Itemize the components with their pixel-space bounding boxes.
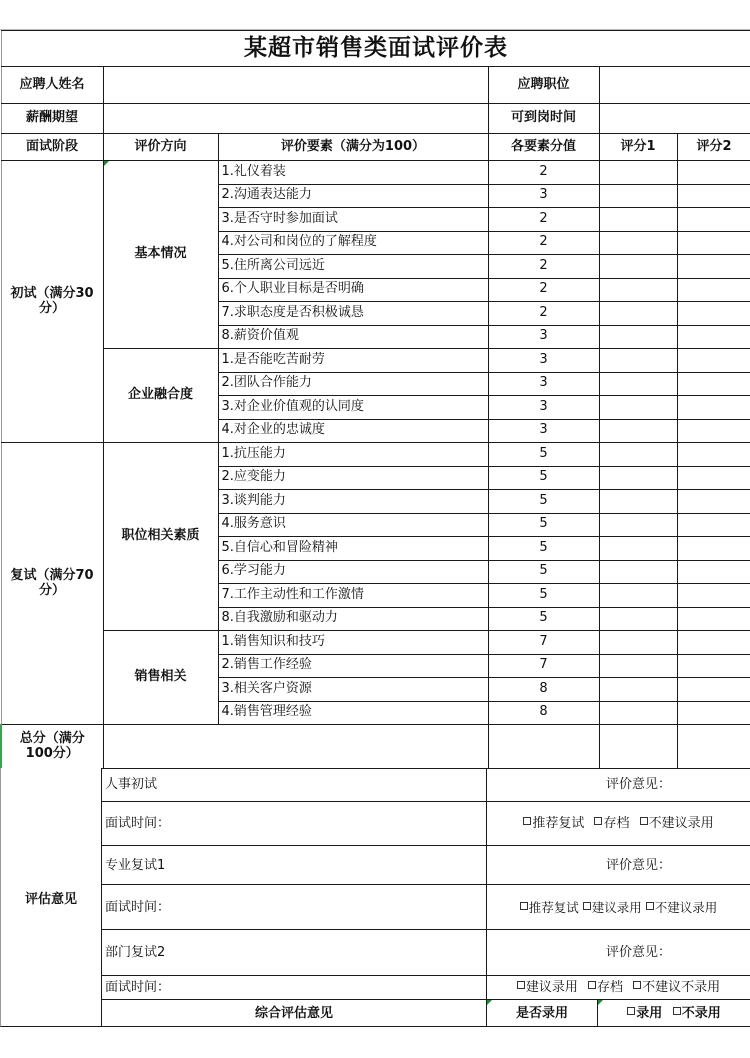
round-pro-time[interactable] <box>102 885 487 930</box>
option-checkbox[interactable]: 不建议不录用 <box>633 980 720 995</box>
round-pro-name-cell <box>102 846 487 885</box>
score2-cell[interactable] <box>677 701 750 725</box>
applicant-name-label: 应聘人姓名 <box>1 67 103 104</box>
score2-cell[interactable] <box>677 443 750 467</box>
time-label: 面试时间： <box>105 900 171 915</box>
score2-cell[interactable] <box>677 231 750 255</box>
score2-cell[interactable] <box>677 607 750 631</box>
checkbox-icon <box>520 902 528 910</box>
score2-cell[interactable] <box>677 678 750 702</box>
element-text: 1.是否能吃苦耐劳 <box>218 349 488 373</box>
score1-cell[interactable] <box>599 278 677 302</box>
element-value: 2 <box>488 278 599 302</box>
element-value: 3 <box>488 396 599 420</box>
score2-cell[interactable] <box>677 654 750 678</box>
stage-initial-label: 初试（满分30分） <box>1 161 103 443</box>
header-value: 各要素分值 <box>488 134 599 161</box>
element-value: 5 <box>488 560 599 584</box>
round-name: 人事初试 <box>105 777 158 792</box>
header-element: 评价要素（满分为100） <box>218 134 488 161</box>
checkbox-icon <box>517 981 525 989</box>
element-text: 5.住所离公司远近 <box>218 255 488 279</box>
table-row <box>1 349 750 373</box>
score1-cell[interactable] <box>599 701 677 725</box>
score2-cell[interactable] <box>677 396 750 420</box>
element-value: 3 <box>488 419 599 443</box>
element-text: 5.自信心和冒险精神 <box>218 537 488 561</box>
score2-cell[interactable] <box>677 255 750 279</box>
applied-position-field[interactable] <box>599 67 750 104</box>
round-hr-initial-name-cell <box>102 768 487 802</box>
option-checkbox[interactable]: 建议录用 <box>583 900 642 915</box>
score2-cell[interactable] <box>677 302 750 326</box>
header-direction: 评价方向 <box>103 134 218 161</box>
score2-cell[interactable] <box>677 161 750 185</box>
option-checkbox[interactable]: 不建议录用 <box>646 900 718 915</box>
element-value: 3 <box>488 349 599 373</box>
checkbox-icon <box>523 817 531 825</box>
score1-cell[interactable] <box>599 537 677 561</box>
score2-cell[interactable] <box>677 490 750 514</box>
round-name: 部门复试2 <box>105 945 166 960</box>
evaluation-label-cell <box>0 768 102 1027</box>
total-score1-cell[interactable] <box>599 725 677 769</box>
opinion-label: 评价意见： <box>605 945 671 960</box>
round-pro-opinion[interactable] <box>487 846 750 885</box>
score1-cell[interactable] <box>599 443 677 467</box>
score1-cell[interactable] <box>599 631 677 655</box>
score1-cell[interactable] <box>599 349 677 373</box>
element-value: 3 <box>488 184 599 208</box>
element-text: 1.礼仪着装 <box>218 161 488 185</box>
evaluation-label: 评估意见 <box>24 891 77 907</box>
round-dept-name-cell <box>102 930 487 976</box>
score2-cell[interactable] <box>677 184 750 208</box>
element-text: 7.工作主动性和工作激情 <box>218 584 488 608</box>
element-text: 3.是否守时参加面试 <box>218 208 488 232</box>
element-value: 8 <box>488 678 599 702</box>
score2-cell[interactable] <box>677 208 750 232</box>
available-date-label: 可到岗时间 <box>488 104 599 134</box>
evaluation-table <box>0 30 750 769</box>
table-row <box>1 443 750 467</box>
score1-cell[interactable] <box>599 231 677 255</box>
available-date-field[interactable] <box>599 104 750 134</box>
header-score1: 评分1 <box>599 134 677 161</box>
score2-cell[interactable] <box>677 537 750 561</box>
element-value: 2 <box>488 302 599 326</box>
option-checkbox[interactable]: 建议录用 <box>517 980 578 995</box>
score2-cell[interactable] <box>677 631 750 655</box>
element-value: 5 <box>488 466 599 490</box>
round-dept-options <box>487 976 750 1000</box>
time-label: 面试时间： <box>105 816 171 831</box>
element-text: 7.求职态度是否积极诚恳 <box>218 302 488 326</box>
element-value: 5 <box>488 490 599 514</box>
element-value: 2 <box>488 231 599 255</box>
direction-sales-related: 销售相关 <box>103 631 218 725</box>
element-text: 4.对企业的忠诚度 <box>218 419 488 443</box>
option-checkbox[interactable]: 存档 <box>594 816 629 831</box>
score1-cell[interactable] <box>599 607 677 631</box>
element-text: 3.相关客户资源 <box>218 678 488 702</box>
score1-cell[interactable] <box>599 208 677 232</box>
hire-decision-label-cell <box>487 1000 598 1027</box>
applied-position-label: 应聘职位 <box>488 67 599 104</box>
checkbox-icon <box>594 817 602 825</box>
element-text: 2.团队合作能力 <box>218 372 488 396</box>
score2-cell[interactable] <box>677 419 750 443</box>
round-dept-opinion[interactable] <box>487 930 750 976</box>
header-stage: 面试阶段 <box>1 134 103 161</box>
expected-salary-field[interactable] <box>103 104 488 134</box>
element-value: 5 <box>488 584 599 608</box>
score1-cell[interactable] <box>599 678 677 702</box>
stage-second-label: 复试（满分70分） <box>1 443 103 725</box>
expected-salary-label: 薪酬期望 <box>1 104 103 134</box>
interview-evaluation-sheet <box>0 30 750 769</box>
hire-decision-options <box>598 1000 750 1027</box>
hire-option[interactable]: 录用 <box>627 1006 662 1021</box>
score1-cell[interactable] <box>599 372 677 396</box>
element-text: 6.个人职业目标是否明确 <box>218 278 488 302</box>
element-value: 7 <box>488 654 599 678</box>
element-text: 8.薪资价值观 <box>218 325 488 349</box>
round-name: 专业复试1 <box>105 858 166 873</box>
element-text: 2.销售工作经验 <box>218 654 488 678</box>
total-blank <box>103 725 488 769</box>
table-row <box>1 631 750 655</box>
page-title: 某超市销售类面试评价表 <box>1 31 750 67</box>
direction-job-quality: 职位相关素质 <box>103 443 218 631</box>
element-value: 3 <box>488 325 599 349</box>
score2-cell[interactable] <box>677 278 750 302</box>
applicant-name-field[interactable] <box>103 67 488 104</box>
score1-cell[interactable] <box>599 466 677 490</box>
hire-label: 是否录用 <box>515 1006 568 1021</box>
option-checkbox[interactable]: 推荐复试 <box>520 900 579 915</box>
element-text: 4.对公司和岗位的了解程度 <box>218 231 488 255</box>
element-text: 4.服务意识 <box>218 513 488 537</box>
summary-label: 综合评估意见 <box>254 1006 333 1021</box>
element-value: 2 <box>488 255 599 279</box>
total-value-cell[interactable] <box>488 725 599 769</box>
opinion-label: 评价意见： <box>605 858 671 873</box>
checkbox-icon <box>627 1007 635 1015</box>
total-label: 总分（满分100分） <box>1 725 103 769</box>
element-value: 7 <box>488 631 599 655</box>
element-text: 4.销售管理经验 <box>218 701 488 725</box>
element-text: 1.销售知识和技巧 <box>218 631 488 655</box>
score1-cell[interactable] <box>599 325 677 349</box>
score2-cell[interactable] <box>677 372 750 396</box>
round-dept-time[interactable] <box>102 976 487 1000</box>
element-text: 2.应变能力 <box>218 466 488 490</box>
score1-cell[interactable] <box>599 302 677 326</box>
checkbox-icon <box>673 1007 681 1015</box>
element-value: 8 <box>488 701 599 725</box>
element-value: 5 <box>488 537 599 561</box>
score1-cell[interactable] <box>599 513 677 537</box>
round-hr-opinion[interactable] <box>487 768 750 802</box>
direction-enterprise-fit: 企业融合度 <box>103 349 218 443</box>
total-row <box>1 725 750 769</box>
table-row <box>1 161 750 185</box>
score1-cell[interactable] <box>599 560 677 584</box>
score1-cell[interactable] <box>599 654 677 678</box>
element-value: 5 <box>488 513 599 537</box>
element-value: 2 <box>488 208 599 232</box>
checkbox-icon <box>633 981 641 989</box>
evaluation-section <box>102 768 750 1028</box>
round-pro-options <box>487 885 750 930</box>
score1-cell[interactable] <box>599 419 677 443</box>
element-value: 2 <box>488 161 599 185</box>
score2-cell[interactable] <box>677 349 750 373</box>
time-label: 面试时间： <box>105 980 171 995</box>
total-score2-cell[interactable] <box>677 725 750 769</box>
score1-cell[interactable] <box>599 584 677 608</box>
header-score2: 评分2 <box>677 134 750 161</box>
score1-cell[interactable] <box>599 184 677 208</box>
opinion-label: 评价意见： <box>605 777 671 792</box>
summary-opinion <box>102 1000 487 1027</box>
element-text: 1.抗压能力 <box>218 443 488 467</box>
score2-cell[interactable] <box>677 584 750 608</box>
score2-cell[interactable] <box>677 513 750 537</box>
score2-cell[interactable] <box>677 466 750 490</box>
option-checkbox[interactable]: 存档 <box>588 980 623 995</box>
element-value: 3 <box>488 372 599 396</box>
score1-cell[interactable] <box>599 161 677 185</box>
round-hr-time[interactable] <box>102 802 487 846</box>
score2-cell[interactable] <box>677 560 750 584</box>
option-checkbox[interactable]: 不建议录用 <box>640 816 714 831</box>
score1-cell[interactable] <box>599 490 677 514</box>
checkbox-icon <box>640 817 648 825</box>
checkbox-icon <box>588 981 596 989</box>
round-hr-options <box>487 802 750 846</box>
element-value: 5 <box>488 443 599 467</box>
element-text: 3.谈判能力 <box>218 490 488 514</box>
score1-cell[interactable] <box>599 255 677 279</box>
element-text: 3.对企业价值观的认同度 <box>218 396 488 420</box>
element-value: 5 <box>488 607 599 631</box>
checkbox-icon <box>583 902 591 910</box>
hire-option[interactable]: 不录用 <box>673 1006 721 1021</box>
element-text: 8.自我激励和驱动力 <box>218 607 488 631</box>
checkbox-icon <box>646 902 654 910</box>
element-text: 6.学习能力 <box>218 560 488 584</box>
option-checkbox[interactable]: 推荐复试 <box>523 816 584 831</box>
score2-cell[interactable] <box>677 325 750 349</box>
direction-basic-info: 基本情况 <box>103 161 218 349</box>
score1-cell[interactable] <box>599 396 677 420</box>
element-text: 2.沟通表达能力 <box>218 184 488 208</box>
